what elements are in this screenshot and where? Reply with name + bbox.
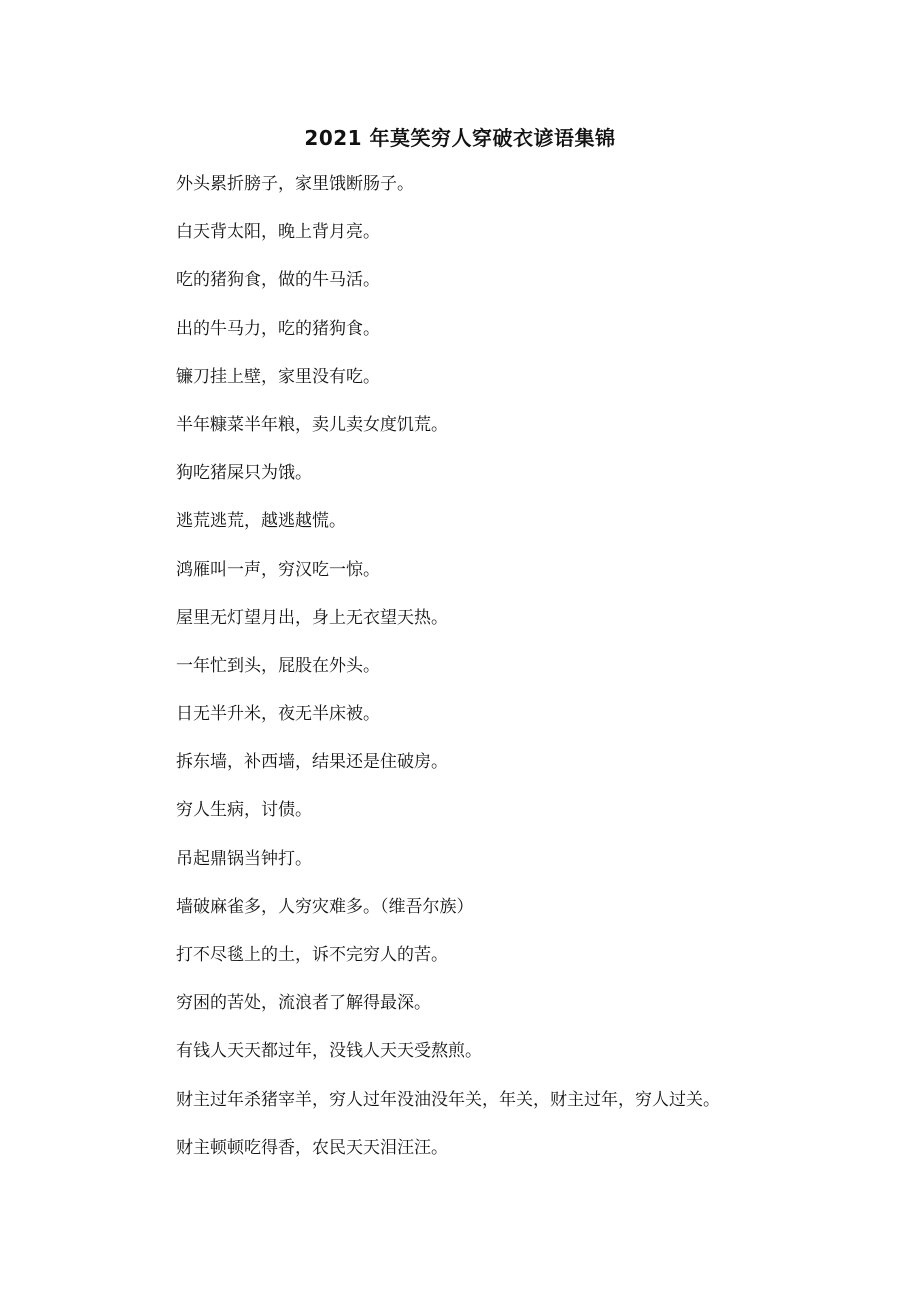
proverb-line: 吃的猪狗食，做的牛马活。: [176, 270, 380, 291]
proverb-line: 吊起鼎锅当钟打。: [176, 848, 312, 869]
proverb-line: 狗吃猪屎只为饿。: [176, 463, 312, 484]
proverb-line: 墙破麻雀多，人穷灾难多。（维吾尔族）: [176, 896, 474, 917]
proverb-line: 半年糠菜半年粮，卖儿卖女度饥荒。: [176, 414, 448, 435]
proverb-line: 一年忙到头，屁股在外头。: [176, 655, 380, 676]
proverb-line: 穷人生病，讨债。: [176, 800, 312, 821]
proverb-line: 日无半升米，夜无半床被。: [176, 704, 380, 725]
proverb-list: [176, 172, 896, 1184]
proverb-line: 出的牛马力，吃的猪狗食。: [176, 318, 380, 339]
proverb-line: 拆东墙，补西墙，结果还是住破房。: [176, 752, 448, 773]
proverb-line: 穷困的苦处，流浪者了解得最深。: [176, 993, 431, 1014]
proverb-line: 外头累折膀子，家里饿断肠子。: [176, 174, 414, 194]
document-title: 2021 年莫笑穷人穿破衣谚语集锦: [304, 126, 616, 150]
proverb-line: 财主过年杀猪宰羊，穷人过年没油没年关，年关，财主过年，穷人过关。: [176, 1089, 720, 1110]
proverb-line: 逃荒逃荒，越逃越慌。: [176, 511, 346, 532]
proverb-line: 屋里无灯望月出，身上无衣望天热。: [176, 607, 448, 628]
proverb-line: 财主顿顿吃得香，农民天天泪汪汪。: [176, 1137, 448, 1158]
proverb-line: 打不尽毯上的土，诉不完穷人的苦。: [176, 945, 448, 965]
proverb-line: 鸿雁叫一声，穷汉吃一惊。: [176, 559, 380, 580]
proverb-line: 镰刀挂上壁，家里没有吃。: [176, 366, 380, 387]
proverb-line: 有钱人天天都过年，没钱人天天受熬煎。: [176, 1041, 482, 1062]
proverb-line: 白天背太阳，晚上背月亮。: [176, 222, 380, 243]
